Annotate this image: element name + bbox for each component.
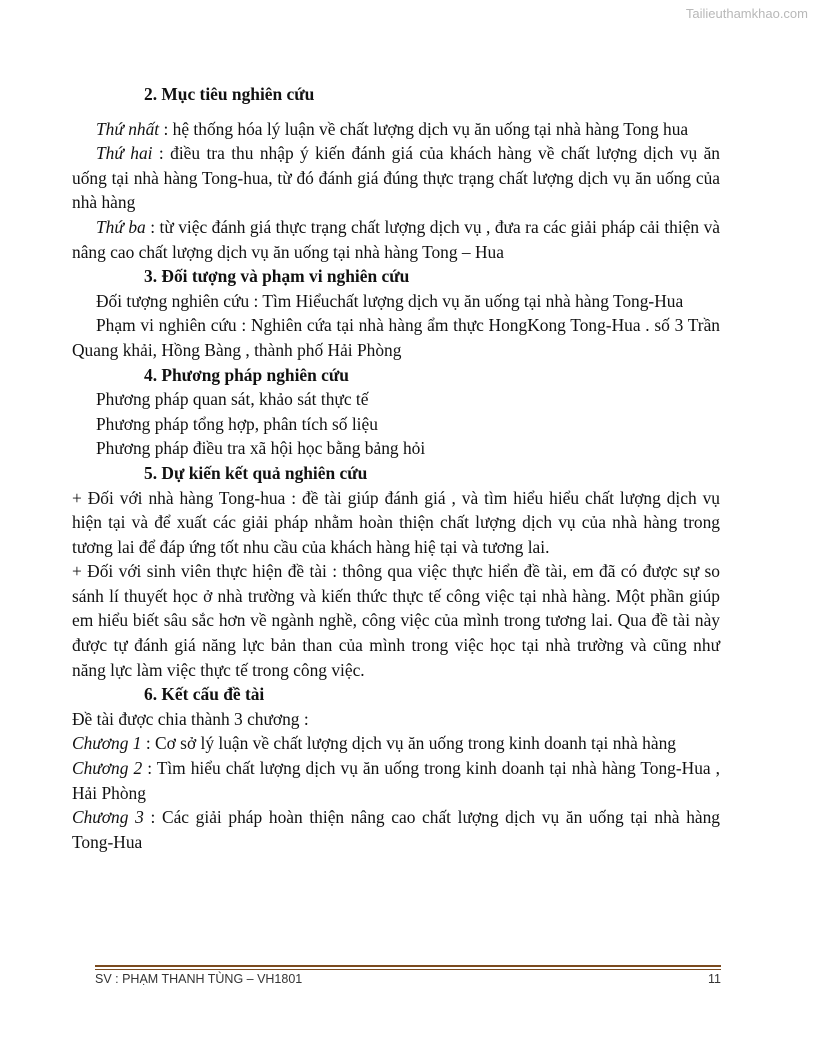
- objective-2-label: Thứ hai: [96, 143, 153, 164]
- chapter-1: [72, 731, 720, 756]
- chapter-2-text: : Tìm hiểu chất lượng dịch vụ ăn uống trong kinh doanh tại nhà hàng Tong-Hua , Hải Phòng: [72, 758, 720, 803]
- objective-1-text: : hệ thống hóa lý luận về chất lượng dịch vụ ăn uống tại nhà hàng Tong hua: [159, 118, 689, 139]
- chapter-2-label: Chương 2: [72, 758, 143, 779]
- chapter-3-text: : Các giải pháp hoàn thiện nâng cao chất lượng dịch vụ ăn uống tại nhà hàng Tong-Hua: [72, 807, 720, 852]
- objective-3: [72, 215, 720, 264]
- method-item: Phương pháp điều tra xã hội học bằng bảng hỏi: [96, 438, 426, 459]
- objective-2: [72, 141, 720, 215]
- research-object: Đối tượng nghiên cứu : Tìm Hiểuchất lượng dịch vụ ăn uống tại nhà hàng Tong-Hua: [96, 290, 684, 311]
- section-5-heading: 5. Dự kiến kết quả nghiên cứu: [144, 462, 368, 483]
- objective-2-text: : điều tra thu nhập ý kiến đánh giá của khách hàng về chất lượng dịch vụ ăn uống tại nhà hàng Tong-hua, từ đó đánh giá đúng thực trạng chất lượng dịch vụ ăn uống của nhà hàng: [72, 143, 720, 213]
- footer-rule-top: [95, 965, 721, 967]
- section-4-heading: 4. Phương pháp nghiên cứu: [144, 364, 349, 385]
- page-footer: [95, 972, 721, 986]
- chapter-1-label: Chương 1: [72, 733, 142, 754]
- result-restaurant: + Đối với nhà hàng Tong-hua : đề tài giúp đánh giá , và tìm hiểu hiểu chất lượng dịch vụ hiện tại và để xuất các giải pháp nhằm hoàn thiện chất lượng dịch vụ của nhà hàng trong tương lai để đáp ứng tốt nhu cầu của khách hàng hiệ tại và tương lai.: [72, 487, 720, 557]
- objective-3-text: : từ việc đánh giá thực trạng chất lượng dịch vụ , đưa ra các giải pháp cải thiện và nâng cao chất lượng dịch vụ ăn uống tại nhà hàng Tong – Hua: [72, 216, 720, 262]
- section-2-heading: 2. Mục tiêu nghiên cứu: [144, 84, 315, 104]
- method-item: Phương pháp quan sát, khảo sát thực tế: [96, 389, 369, 410]
- chapter-3-label: Chương 3: [72, 807, 144, 828]
- section-3-heading: 3. Đối tượng và phạm vi nghiên cứu: [144, 266, 410, 287]
- watermark-text: Tailieuthamkhao.com: [685, 6, 808, 21]
- method-item: Phương pháp tổng hợp, phân tích số liệu: [96, 413, 378, 434]
- section-6-heading: 6. Kết cấu đề tài: [144, 684, 265, 705]
- page-body: [72, 82, 720, 854]
- objective-1: [72, 117, 720, 142]
- chapter-2: [72, 756, 720, 805]
- chapter-1-text: : Cơ sở lý luận về chất lượng dịch vụ ăn uống trong kinh doanh tại nhà hàng: [141, 733, 676, 754]
- research-scope: Phạm vi nghiên cứu : Nghiên cứa tại nhà hàng ẩm thực HongKong Tong-Hua . số 3 Trần Quang khải, Hồng Bàng , thành phố Hải Phòng: [72, 315, 720, 360]
- structure-intro: Đề tài được chia thành 3 chương :: [72, 708, 309, 729]
- footer-rule-bottom: [95, 969, 721, 970]
- objective-1-label: Thứ nhất: [96, 118, 160, 139]
- page-number: 11: [708, 972, 721, 986]
- result-student: + Đối với sinh viên thực hiện đề tài : thông qua việc thực hiển đề tài, em đã có được sự so sánh lí thuyết học ở nhà trường và kiến thức thực tế công việc tại nhà hàng. Một phần giúp em hiểu biết sâu sắc hơn về ngành nghề, công việc của mình trong tương lai. Qua đề tài này được tự đánh giá năng lực bản than của mình trong việc học tại nhà trường và cũng như năng lực làm việc thực tế trong công việc.: [72, 561, 720, 680]
- footer-author: SV : PHẠM THANH TÙNG – VH1801: [95, 972, 303, 986]
- chapter-3: [72, 805, 720, 854]
- objective-3-label: Thứ ba: [96, 216, 146, 237]
